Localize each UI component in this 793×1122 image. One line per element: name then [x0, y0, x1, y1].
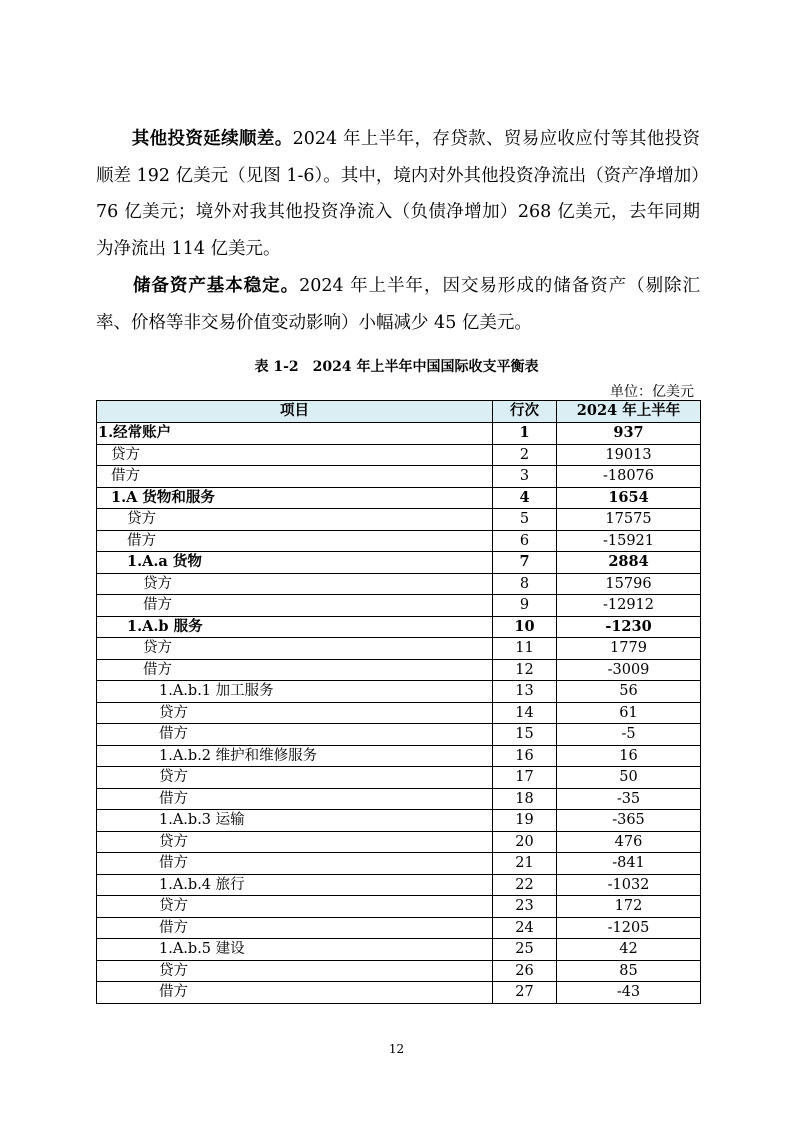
row-value: -18076 [557, 466, 701, 488]
table-row [97, 939, 701, 961]
paragraph-other-investment [96, 121, 700, 267]
row-value: -1230 [557, 616, 701, 638]
row-number: 5 [493, 509, 557, 531]
row-number: 2 [493, 444, 557, 466]
row-item-label: 贷方 [97, 573, 493, 595]
table-row [97, 745, 701, 767]
table-row [97, 724, 701, 746]
row-value: -365 [557, 810, 701, 832]
row-number: 8 [493, 573, 557, 595]
row-item-label: 贷方 [97, 767, 493, 789]
row-number: 13 [493, 681, 557, 703]
row-value: 937 [557, 423, 701, 445]
row-item-label: 贷方 [97, 444, 493, 466]
row-number: 18 [493, 788, 557, 810]
row-number: 26 [493, 960, 557, 982]
row-item-label: 贷方 [97, 960, 493, 982]
table-body [97, 423, 701, 1004]
row-item-label: 1.A.b.1 加工服务 [97, 681, 493, 703]
row-value: -1205 [557, 917, 701, 939]
table-row [97, 853, 701, 875]
page-number: 12 [388, 1042, 405, 1056]
table-row [97, 917, 701, 939]
row-item-label: 借方 [97, 724, 493, 746]
row-item-label: 1.A.b.3 运输 [97, 810, 493, 832]
row-value: -12912 [557, 595, 701, 617]
row-value: 61 [557, 702, 701, 724]
row-value: -1032 [557, 874, 701, 896]
header-value: 2024 年上半年 [557, 401, 701, 423]
row-number: 14 [493, 702, 557, 724]
row-number: 20 [493, 831, 557, 853]
table-row [97, 874, 701, 896]
row-item-label: 贷方 [97, 831, 493, 853]
table-row [97, 831, 701, 853]
table-row [97, 595, 701, 617]
paragraph-reserve-assets [96, 268, 700, 341]
row-value: 56 [557, 681, 701, 703]
row-item-label: 1.A.b 服务 [97, 616, 493, 638]
table-unit: 单位：亿美元 [610, 384, 694, 400]
row-value: 1654 [557, 487, 701, 509]
row-number: 12 [493, 659, 557, 681]
row-value: -3009 [557, 659, 701, 681]
table-row [97, 788, 701, 810]
row-number: 24 [493, 917, 557, 939]
table-row [97, 810, 701, 832]
row-item-label: 借方 [97, 917, 493, 939]
table-row [97, 681, 701, 703]
row-number: 17 [493, 767, 557, 789]
row-value: 42 [557, 939, 701, 961]
table-row [97, 659, 701, 681]
row-item-label: 1.经常账户 [97, 423, 493, 445]
row-item-label: 1.A.a 货物 [97, 552, 493, 574]
table-row [97, 638, 701, 660]
row-value: 172 [557, 896, 701, 918]
row-value: -43 [557, 982, 701, 1004]
row-item-label: 贷方 [97, 638, 493, 660]
row-number: 1 [493, 423, 557, 445]
row-value: 1779 [557, 638, 701, 660]
table-row [97, 960, 701, 982]
row-number: 21 [493, 853, 557, 875]
table-row [97, 552, 701, 574]
row-value: 15796 [557, 573, 701, 595]
row-number: 7 [493, 552, 557, 574]
row-number: 19 [493, 810, 557, 832]
row-value: 476 [557, 831, 701, 853]
header-row-number: 行次 [493, 401, 557, 423]
row-number: 15 [493, 724, 557, 746]
table-row [97, 573, 701, 595]
table-row [97, 466, 701, 488]
table-row [97, 896, 701, 918]
row-value: -841 [557, 853, 701, 875]
row-item-label: 1.A 货物和服务 [97, 487, 493, 509]
row-item-label: 借方 [97, 530, 493, 552]
header-item: 项目 [97, 401, 493, 423]
paragraph-lead: 储备资产基本稳定。 [132, 276, 300, 296]
row-item-label: 借方 [97, 659, 493, 681]
table-header-row [97, 401, 701, 423]
row-item-label: 1.A.b.4 旅行 [97, 874, 493, 896]
row-number: 3 [493, 466, 557, 488]
paragraph-lead: 其他投资延续顺差。 [131, 129, 293, 149]
row-item-label: 借方 [97, 466, 493, 488]
table-caption: 表 1-2 2024 年上半年中国国际收支平衡表 [254, 359, 539, 375]
row-item-label: 贷方 [97, 702, 493, 724]
row-value: -15921 [557, 530, 701, 552]
row-number: 27 [493, 982, 557, 1004]
row-value: -35 [557, 788, 701, 810]
row-item-label: 1.A.b.5 建设 [97, 939, 493, 961]
table-row [97, 982, 701, 1004]
row-number: 23 [493, 896, 557, 918]
row-number: 25 [493, 939, 557, 961]
table-row [97, 509, 701, 531]
table-row [97, 530, 701, 552]
row-value: 16 [557, 745, 701, 767]
row-number: 4 [493, 487, 557, 509]
row-item-label: 借方 [97, 595, 493, 617]
table-row [97, 702, 701, 724]
table-row [97, 616, 701, 638]
row-number: 11 [493, 638, 557, 660]
row-value: 19013 [557, 444, 701, 466]
row-item-label: 贷方 [97, 896, 493, 918]
row-value: 2884 [557, 552, 701, 574]
row-value: -5 [557, 724, 701, 746]
row-item-label: 贷方 [97, 509, 493, 531]
row-value: 17575 [557, 509, 701, 531]
table-row [97, 423, 701, 445]
row-item-label: 1.A.b.2 维护和维修服务 [97, 745, 493, 767]
row-number: 10 [493, 616, 557, 638]
row-number: 22 [493, 874, 557, 896]
row-value: 85 [557, 960, 701, 982]
paragraph-body: 2024 年上半年，因交易形成的储备资产（剔除汇率、价格等非交易价值变动影响）小幅减少 45 亿美元。 [96, 276, 701, 333]
paragraph-body: 2024 年上半年，存贷款、贸易应收应付等其他投资顺差 192 亿美元（见图 1-6）。其中，境内对外其他投资净流出（资产净增加）76 亿美元；境外对我其他投资净流入（负债净增加）268 亿美元，去年同期为净流出 114 亿美元。 [96, 129, 701, 259]
row-item-label: 借方 [97, 853, 493, 875]
table-row [97, 487, 701, 509]
row-number: 16 [493, 745, 557, 767]
table-row [97, 767, 701, 789]
row-item-label: 借方 [97, 788, 493, 810]
row-number: 9 [493, 595, 557, 617]
row-value: 50 [557, 767, 701, 789]
row-number: 6 [493, 530, 557, 552]
table-row [97, 444, 701, 466]
row-item-label: 借方 [97, 982, 493, 1004]
bop-table [96, 400, 701, 1004]
